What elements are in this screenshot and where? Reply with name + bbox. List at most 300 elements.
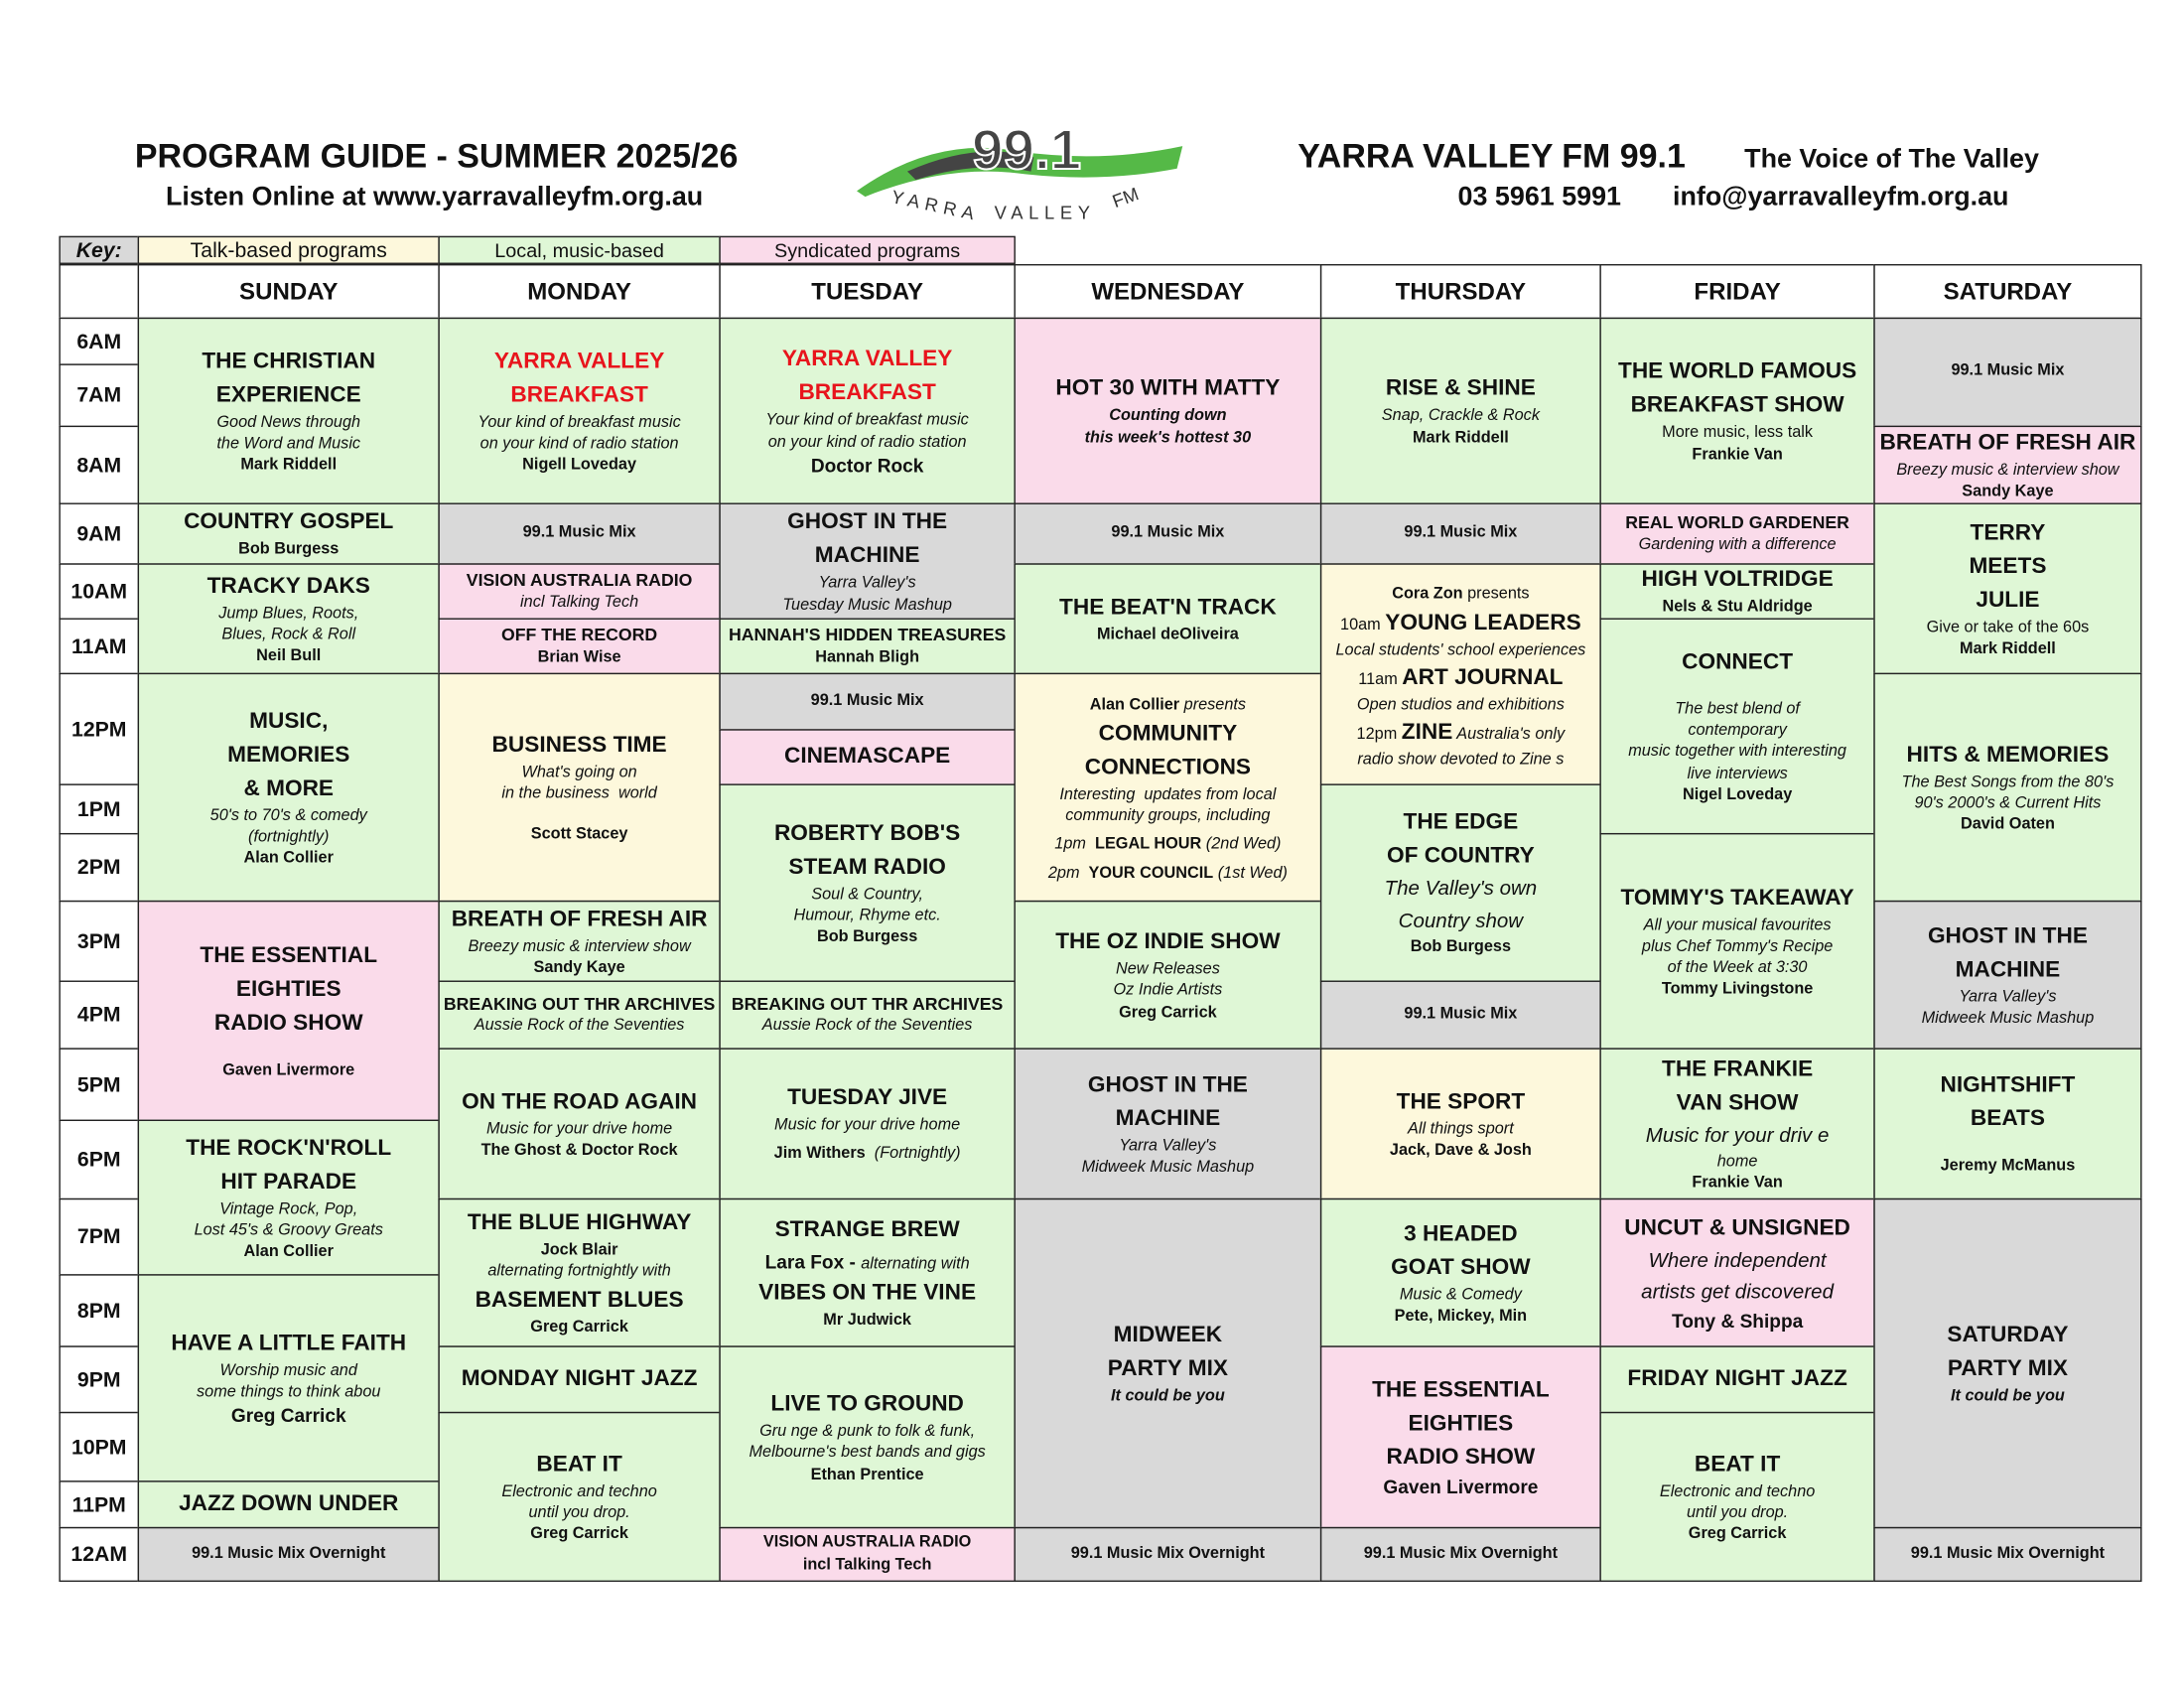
program-title: MUSIC, xyxy=(249,709,329,734)
program-block[interactable] xyxy=(1320,502,1601,564)
time-label: 6PM xyxy=(59,1120,139,1200)
program-block[interactable] xyxy=(1873,318,2141,427)
program-block[interactable] xyxy=(138,563,440,674)
program-title: HIGH VOLTRIDGE xyxy=(1641,568,1834,593)
program-text-segment: alternating with xyxy=(861,1255,970,1273)
program-title: THE OZ INDIE SHOW xyxy=(1055,929,1281,954)
program-host: VISION AUSTRALIA RADIO xyxy=(762,1534,972,1552)
program-description: until you drop. xyxy=(1686,1504,1789,1522)
station-phone: 03 5961 5991 xyxy=(1457,182,1621,212)
day-header-sunday: SUNDAY xyxy=(138,264,440,319)
program-title: GHOST IN THE xyxy=(1087,1072,1248,1097)
program-block[interactable] xyxy=(1014,318,1321,504)
program-description: Humour, Rhyme etc. xyxy=(793,907,941,924)
time-label: 4PM xyxy=(59,981,139,1050)
program-title: FRIDAY NIGHT JAZZ xyxy=(1627,1366,1847,1391)
program-title: MACHINE xyxy=(814,543,920,569)
program-host: Bob Burgess xyxy=(816,928,918,946)
program-title: THE SPORT xyxy=(1396,1089,1526,1114)
program-text-segment: 12pm xyxy=(1356,726,1402,744)
program-description: It could be you xyxy=(1951,1387,2065,1405)
program-host: Pete, Mickey, Min xyxy=(1394,1308,1528,1326)
time-label: 7PM xyxy=(59,1198,139,1276)
svg-text:VALLEY: VALLEY xyxy=(994,202,1096,223)
program-title: TUESDAY JIVE xyxy=(787,1085,948,1110)
program-title: MIDWEEK xyxy=(1113,1323,1223,1347)
program-description: Good News through xyxy=(216,413,361,431)
program-description: alternating fortnightly with xyxy=(487,1263,671,1281)
program-line xyxy=(765,1247,970,1277)
program-title: THE ESSENTIAL xyxy=(1372,1378,1550,1403)
program-text-segment: presents xyxy=(1462,585,1530,603)
program-description: All your musical favourites xyxy=(1643,916,1832,934)
program-text-segment: 11am xyxy=(1358,671,1403,689)
program-block[interactable] xyxy=(138,673,440,903)
program-host: Doctor Rock xyxy=(810,455,924,477)
program-host: Brian Wise xyxy=(537,648,621,666)
program-block[interactable] xyxy=(438,901,720,982)
program-description: Breezy music & interview show xyxy=(468,937,691,955)
page-title: PROGRAM GUIDE - SUMMER 2025/26 xyxy=(134,137,739,176)
program-host: Gaven Livermore xyxy=(222,1061,355,1079)
program-host: David Oaten xyxy=(1960,816,2055,834)
program-description: It could be you xyxy=(1110,1387,1225,1405)
program-description: Aussie Rock of the Seventies xyxy=(761,1017,973,1035)
program-title: YARRA VALLEY xyxy=(493,349,665,373)
program-title: JAZZ DOWN UNDER xyxy=(179,1491,399,1516)
program-description: The best blend of xyxy=(1675,701,1800,719)
program-block[interactable] xyxy=(138,1480,440,1528)
program-title: 3 HEADED xyxy=(1404,1221,1518,1246)
program-description: incl Talking Tech xyxy=(520,593,639,611)
program-host: incl Talking Tech xyxy=(802,1555,932,1573)
program-description: Where independent xyxy=(1648,1249,1827,1273)
program-host: Frankie Van xyxy=(1692,446,1783,464)
time-label: 12AM xyxy=(59,1527,139,1582)
program-title: BREATH OF FRESH AIR xyxy=(1879,431,2136,456)
program-title: BEAT IT xyxy=(536,1452,622,1477)
program-host: Alan Collier xyxy=(243,850,334,868)
program-title: COUNTRY GOSPEL xyxy=(184,510,394,535)
program-block[interactable] xyxy=(719,981,1016,1050)
key-syndicated: Syndicated programs xyxy=(719,236,1016,264)
program-block[interactable] xyxy=(138,318,440,504)
program-block[interactable] xyxy=(1014,1048,1321,1199)
program-description: Music for your drive home xyxy=(486,1120,673,1138)
program-description: radio show devoted to Zine s xyxy=(1357,752,1565,770)
program-title: GHOST IN THE xyxy=(1927,923,2088,948)
program-block[interactable] xyxy=(1599,502,1874,564)
program-description: music together with interesting xyxy=(1628,743,1846,761)
program-title: BREAKFAST xyxy=(510,382,648,407)
program-description: Your kind of breakfast music xyxy=(478,413,681,431)
program-block[interactable] xyxy=(438,1412,720,1582)
key-label: Key: xyxy=(59,236,139,264)
program-title: BREATH OF FRESH AIR xyxy=(451,907,708,931)
program-description: community groups, including xyxy=(1065,807,1271,825)
program-title: HANNAH'S HIDDEN TREASURES xyxy=(728,625,1007,645)
program-block[interactable] xyxy=(438,1048,720,1199)
program-block[interactable] xyxy=(1599,1345,1874,1413)
program-block[interactable] xyxy=(1873,901,2141,1050)
program-text-segment: YOUNG LEADERS xyxy=(1385,611,1581,635)
program-title: HAVE A LITTLE FAITH xyxy=(171,1332,407,1356)
program-title: RADIO SHOW xyxy=(213,1011,363,1036)
program-host: Hannah Bligh xyxy=(815,648,920,666)
station-name: YARRA VALLEY FM 99.1 xyxy=(1297,137,1686,176)
program-title: RADIO SHOW xyxy=(1386,1445,1536,1471)
program-host: Ethan Prentice xyxy=(810,1466,924,1483)
program-title: SATURDAY xyxy=(1947,1323,2069,1347)
program-title: BREAKING OUT THR ARCHIVES xyxy=(443,994,716,1014)
program-block[interactable] xyxy=(1599,1048,1874,1199)
program-block[interactable] xyxy=(1599,563,1874,620)
program-host: Nigell Loveday xyxy=(522,456,637,474)
program-title: OF COUNTRY xyxy=(1386,844,1535,869)
program-host: Greg Carrick xyxy=(1119,1003,1217,1021)
program-title: VAN SHOW xyxy=(1676,1090,1799,1115)
program-title: THE BEAT'N TRACK xyxy=(1059,595,1277,620)
program-description: Soul & Country, xyxy=(811,886,924,904)
program-title: JULIE xyxy=(1976,588,2040,613)
program-host: Jack, Dave & Josh xyxy=(1389,1142,1532,1160)
program-description: Snap, Crackle & Rock xyxy=(1381,407,1540,425)
program-line xyxy=(1048,857,1288,887)
program-title: TERRY xyxy=(1970,520,2046,545)
program-description: Open studios and exhibitions xyxy=(1356,696,1565,714)
time-label: 6AM xyxy=(59,318,139,365)
program-title: THE ROCK'N'ROLL xyxy=(186,1136,392,1161)
program-title: 99.1 Music Mix xyxy=(1404,1005,1518,1023)
program-description: Music & Comedy xyxy=(1399,1286,1522,1304)
program-host: Frankie Van xyxy=(1692,1175,1783,1193)
program-block[interactable] xyxy=(719,619,1016,675)
program-block[interactable] xyxy=(719,1527,1016,1582)
program-block[interactable] xyxy=(438,619,720,675)
program-title: PARTY MIX xyxy=(1947,1356,2069,1381)
program-block[interactable] xyxy=(438,673,720,903)
program-block[interactable] xyxy=(438,1198,720,1347)
program-title: TRACKY DAKS xyxy=(206,574,370,599)
program-block[interactable] xyxy=(719,1345,1016,1528)
program-line xyxy=(1357,717,1566,751)
program-title: BEAT IT xyxy=(1694,1452,1781,1477)
program-description: live interviews xyxy=(1687,765,1788,782)
program-block[interactable] xyxy=(1320,783,1601,981)
program-host: Greg Carrick xyxy=(530,1525,628,1543)
program-block[interactable] xyxy=(1873,502,2141,674)
program-description: in the business world xyxy=(501,784,657,802)
program-title: STEAM RADIO xyxy=(788,855,946,880)
program-text-segment: Jim Withers xyxy=(773,1145,866,1163)
program-title: ROBERTY BOB'S xyxy=(773,821,961,846)
program-title: BEATS xyxy=(1970,1107,2045,1132)
day-header-friday: FRIDAY xyxy=(1599,264,1874,319)
program-host: The Ghost & Doctor Rock xyxy=(480,1142,678,1160)
station-tagline: The Voice of The Valley xyxy=(1744,144,2039,175)
program-title: MACHINE xyxy=(1955,957,2061,982)
program-block[interactable] xyxy=(1320,1527,1601,1582)
program-title: PARTY MIX xyxy=(1107,1356,1228,1381)
program-title: HIT PARADE xyxy=(220,1170,357,1195)
time-label: 12PM xyxy=(59,673,139,785)
program-block[interactable] xyxy=(138,1527,440,1582)
program-block[interactable] xyxy=(138,901,440,1121)
program-description: Worship music and xyxy=(219,1362,357,1380)
program-block[interactable] xyxy=(1873,1048,2141,1199)
program-text-segment: ART JOURNAL xyxy=(1402,665,1564,690)
program-block[interactable] xyxy=(719,502,1016,619)
program-block[interactable] xyxy=(1873,1527,2141,1582)
program-title: 99.1 Music Mix xyxy=(1951,362,2065,380)
program-block[interactable] xyxy=(1599,833,1874,1050)
program-block[interactable] xyxy=(138,1274,440,1481)
program-description: Gardening with a difference xyxy=(1638,535,1837,553)
program-title: BASEMENT BLUES xyxy=(475,1287,684,1312)
program-host: Gaven Livermore xyxy=(1383,1477,1539,1498)
program-title: COMMUNITY xyxy=(1098,721,1238,746)
program-line xyxy=(774,1137,961,1167)
program-block[interactable] xyxy=(1599,318,1874,504)
program-description: Music for your driv e xyxy=(1645,1124,1830,1148)
program-description: Yarra Valley's xyxy=(1959,988,2057,1006)
time-label: 7AM xyxy=(59,363,139,427)
program-description: Lost 45's & Groovy Greats xyxy=(194,1221,383,1239)
time-label: 11PM xyxy=(59,1480,139,1528)
program-block[interactable] xyxy=(1873,1198,2141,1528)
key-local-music: Local, music-based xyxy=(438,236,720,264)
program-description: Blues, Rock & Roll xyxy=(221,626,356,643)
grid-corner xyxy=(59,264,139,319)
program-title: CONNECTIONS xyxy=(1084,755,1252,779)
program-block[interactable] xyxy=(1320,563,1601,785)
program-block[interactable] xyxy=(719,1048,1016,1199)
program-description: Gru nge & punk to folk & funk, xyxy=(759,1423,976,1441)
program-title: UNCUT & UNSIGNED xyxy=(1624,1215,1850,1240)
time-label: 9PM xyxy=(59,1345,139,1413)
program-block[interactable] xyxy=(1320,318,1601,504)
program-block[interactable] xyxy=(438,502,720,564)
program-description: The Best Songs from the 80's xyxy=(1901,774,2115,791)
program-description: Jump Blues, Roots, xyxy=(218,605,359,623)
program-description: Counting down xyxy=(1109,407,1227,425)
program-description: Breezy music & interview show xyxy=(1896,462,2119,480)
program-title: EXPERIENCE xyxy=(215,382,361,407)
program-title: THE EDGE xyxy=(1403,810,1519,836)
program-title: YARRA VALLEY xyxy=(781,348,953,372)
program-title: CINEMASCAPE xyxy=(783,744,951,769)
program-block[interactable] xyxy=(438,318,720,504)
program-title: CONNECT xyxy=(1682,650,1794,675)
program-title: REAL WORLD GARDENER xyxy=(1625,512,1849,533)
program-description: on your kind of radio station xyxy=(767,433,967,451)
program-host: Neil Bull xyxy=(256,647,322,665)
program-text-segment: LEGAL HOUR xyxy=(1095,835,1202,853)
svg-text:FM: FM xyxy=(1109,183,1142,212)
program-description: Vintage Rock, Pop, xyxy=(219,1200,358,1218)
program-title: TOMMY'S TAKEAWAY xyxy=(1620,886,1854,911)
program-description: Electronic and techno xyxy=(1659,1482,1816,1500)
program-block[interactable] xyxy=(438,1345,720,1413)
program-text-segment: presents xyxy=(1179,696,1247,714)
program-line xyxy=(1358,661,1563,695)
day-header-wednesday: WEDNESDAY xyxy=(1014,264,1321,319)
program-block[interactable] xyxy=(438,563,720,620)
program-block[interactable] xyxy=(138,502,440,564)
program-host: Sandy Kaye xyxy=(1962,483,2054,500)
program-title: THE WORLD FAMOUS xyxy=(1617,359,1857,384)
program-description: What's going on xyxy=(521,764,637,781)
program-description: The Valley's own xyxy=(1384,878,1538,902)
program-text-segment: 1pm xyxy=(1054,835,1096,853)
program-description: Country show xyxy=(1398,910,1524,933)
program-block[interactable] xyxy=(1320,1345,1601,1528)
program-title: HITS & MEMORIES xyxy=(1906,743,2110,768)
program-block[interactable] xyxy=(1014,563,1321,674)
program-block[interactable] xyxy=(719,318,1016,504)
program-block[interactable] xyxy=(1320,981,1601,1050)
program-description: home xyxy=(1716,1153,1758,1171)
program-host: Nigel Loveday xyxy=(1682,785,1793,803)
program-block[interactable] xyxy=(1014,502,1321,564)
program-host: Scott Stacey xyxy=(530,826,628,843)
program-description: of the Week at 3:30 xyxy=(1667,959,1808,977)
program-block[interactable] xyxy=(1599,619,1874,835)
program-description: (fortnightly) xyxy=(248,828,330,846)
program-host: Michael deOliveira xyxy=(1096,626,1239,643)
time-label: 2PM xyxy=(59,833,139,902)
day-header-monday: MONDAY xyxy=(438,264,720,319)
program-host: Tony & Shippa xyxy=(1671,1310,1804,1332)
program-host: Nels & Stu Aldridge xyxy=(1662,599,1813,617)
program-block[interactable] xyxy=(1873,673,2141,903)
program-text-segment: (2nd Wed) xyxy=(1201,835,1282,853)
program-block[interactable] xyxy=(719,783,1016,981)
day-header-tuesday: TUESDAY xyxy=(719,264,1016,319)
program-title: 99.1 Music Mix Overnight xyxy=(1363,1545,1559,1563)
time-label: 10AM xyxy=(59,563,139,620)
program-title: THE FRANKIE xyxy=(1662,1056,1814,1081)
program-title: 99.1 Music Mix Overnight xyxy=(1910,1545,2106,1563)
time-label: 1PM xyxy=(59,783,139,834)
program-block[interactable] xyxy=(1014,901,1321,1050)
program-block[interactable] xyxy=(719,1198,1016,1347)
program-title: MONDAY NIGHT JAZZ xyxy=(461,1366,698,1391)
program-title: & MORE xyxy=(243,776,335,801)
program-block[interactable] xyxy=(438,981,720,1050)
time-label: 8PM xyxy=(59,1274,139,1347)
program-host: Mark Riddell xyxy=(240,456,338,474)
program-title: MEMORIES xyxy=(227,743,350,768)
program-title: 99.1 Music Mix Overnight xyxy=(1070,1545,1266,1563)
program-title: ON THE ROAD AGAIN xyxy=(462,1089,698,1114)
key-talk-based: Talk-based programs xyxy=(138,236,440,264)
program-description: Local students' school experiences xyxy=(1335,641,1586,659)
program-text-segment: YOUR COUNCIL xyxy=(1088,865,1214,883)
program-description: All things sport xyxy=(1408,1120,1514,1138)
program-description: Music for your drive home xyxy=(774,1116,961,1134)
program-line xyxy=(1054,827,1281,857)
program-description: until you drop. xyxy=(528,1504,630,1522)
program-title: OFF THE RECORD xyxy=(500,625,658,645)
program-title: BREAKING OUT THR ARCHIVES xyxy=(731,994,1004,1014)
program-description: contemporary xyxy=(1688,722,1787,740)
time-label: 3PM xyxy=(59,901,139,982)
program-host: Greg Carrick xyxy=(530,1318,628,1336)
program-title: 99.1 Music Mix Overnight xyxy=(192,1545,386,1563)
program-description: Yarra Valley's xyxy=(1119,1137,1217,1155)
program-title: LIVE TO GROUND xyxy=(770,1392,964,1417)
program-block[interactable] xyxy=(1014,1527,1321,1582)
program-host: Bob Burgess xyxy=(1410,938,1512,956)
program-description: the Word and Music xyxy=(216,435,361,453)
program-text-segment: (Fortnightly) xyxy=(865,1145,961,1163)
program-description: Interesting updates from local xyxy=(1059,785,1277,803)
program-line xyxy=(1090,688,1246,718)
listen-online-link[interactable]: Listen Online at www.yarravalleyfm.org.au xyxy=(165,182,704,212)
program-host: Jock Blair xyxy=(540,1242,618,1259)
program-title: MEETS xyxy=(1969,554,2047,579)
yarra-valley-fm-logo xyxy=(851,121,1188,228)
program-text-segment: 10am xyxy=(1340,616,1386,633)
program-block[interactable] xyxy=(1873,426,2141,504)
program-text-segment: 2pm xyxy=(1047,865,1089,883)
program-block[interactable] xyxy=(719,673,1016,730)
program-description: artists get discovered xyxy=(1641,1281,1835,1305)
program-description: this week's hottest 30 xyxy=(1084,429,1252,447)
program-title: THE ESSENTIAL xyxy=(200,943,378,968)
program-text-segment: (1st Wed) xyxy=(1213,865,1288,883)
day-header-thursday: THURSDAY xyxy=(1320,264,1601,319)
program-title: NIGHTSHIFT xyxy=(1940,1073,2076,1098)
program-block[interactable] xyxy=(1320,1048,1601,1199)
day-header-saturday: SATURDAY xyxy=(1873,264,2141,319)
program-block[interactable] xyxy=(1599,1198,1874,1347)
program-description: 50's to 70's & comedy xyxy=(209,807,367,825)
program-text-segment: Australia's only xyxy=(1452,726,1566,744)
program-description: Yarra Valley's xyxy=(818,575,916,593)
program-block[interactable] xyxy=(1014,1198,1321,1528)
program-line xyxy=(1392,577,1529,607)
program-title: STRANGE BREW xyxy=(774,1217,960,1242)
program-title: THE CHRISTIAN xyxy=(202,349,376,373)
program-text-segment: Cora Zon xyxy=(1392,585,1463,603)
program-block[interactable] xyxy=(719,729,1016,785)
station-email[interactable]: info@yarravalleyfm.org.au xyxy=(1673,182,2009,212)
program-title: BUSINESS TIME xyxy=(491,733,667,758)
program-block[interactable] xyxy=(138,1120,440,1276)
program-block[interactable] xyxy=(1599,1412,1874,1582)
program-title: 99.1 Music Mix xyxy=(810,692,924,709)
program-description: Oz Indie Artists xyxy=(1113,982,1223,1000)
program-description: some things to think abou xyxy=(197,1383,381,1401)
program-block[interactable] xyxy=(1320,1198,1601,1347)
program-block[interactable] xyxy=(1014,673,1321,903)
svg-text:YARRA: YARRA xyxy=(889,186,982,225)
program-title: VIBES ON THE VINE xyxy=(758,1281,977,1306)
program-description: Midweek Music Mashup xyxy=(1921,1010,2095,1028)
program-host: Bob Burgess xyxy=(238,541,340,559)
program-host: Greg Carrick xyxy=(1688,1525,1787,1543)
program-title: GHOST IN THE xyxy=(787,510,948,535)
program-host: Mark Riddell xyxy=(1412,429,1509,447)
program-title: VISION AUSTRALIA RADIO xyxy=(466,570,693,591)
time-label: 5PM xyxy=(59,1048,139,1121)
program-title: 99.1 Music Mix xyxy=(1404,524,1518,542)
program-description: Aussie Rock of the Seventies xyxy=(474,1017,685,1035)
program-title: EIGHTIES xyxy=(235,977,341,1002)
svg-text:99.1: 99.1 xyxy=(972,120,1082,181)
